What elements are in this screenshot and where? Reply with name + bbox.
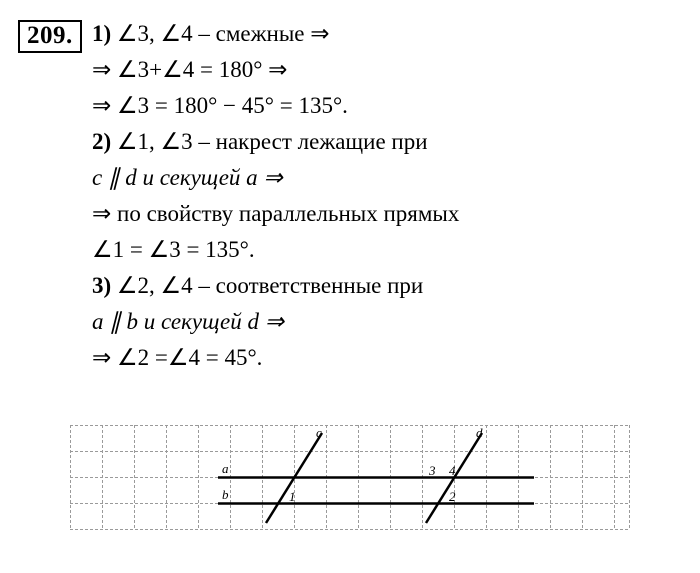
solution-line-text: ⇒ ∠2 =∠4 = 45°. (92, 345, 263, 370)
solution-line (92, 52, 682, 88)
solution-line-text: ⇒ по свойству параллельных прямых (92, 201, 460, 226)
solution-line (92, 16, 682, 52)
solution-line-text: ⇒ ∠3+∠4 = 180° ⇒ (92, 57, 288, 82)
solution-line-text: ∠1 = ∠3 = 135°. (92, 237, 255, 262)
label-angle-3: 3 (429, 463, 436, 478)
solution-line-text: ⇒ ∠3 = 180° − 45° = 135°. (92, 93, 348, 118)
step-marker: 1) (92, 21, 112, 46)
solution-line (92, 160, 682, 196)
label-line-a: a (222, 461, 229, 476)
label-angle-2: 2 (449, 489, 456, 504)
solution-line-text: ∠1, ∠3 – накрест лежащие при (111, 129, 428, 154)
solution-line-text: ∠3, ∠4 – смежные ⇒ (111, 21, 330, 46)
solution-line-text: ∠2, ∠4 – соответственные при (111, 273, 424, 298)
label-line-d: d (476, 425, 483, 440)
label-line-c: c (316, 425, 322, 440)
solution-line (92, 304, 682, 340)
solution-line-text: c ∥ d и секущей a ⇒ (92, 165, 283, 190)
problem-number: 209. (18, 20, 82, 53)
label-angle-1: 1 (289, 489, 296, 504)
solution-line (92, 124, 682, 160)
geometry-figure (70, 425, 630, 530)
solution-line (92, 196, 682, 232)
label-angle-4: 4 (449, 463, 456, 478)
solution-line-text: a ∥ b и секущей d ⇒ (92, 309, 284, 334)
label-line-b: b (222, 487, 229, 502)
solution-line (92, 88, 682, 124)
solution-line (92, 232, 682, 268)
step-marker: 3) (92, 273, 112, 298)
solution-line (92, 340, 682, 376)
solution-line (92, 268, 682, 304)
step-marker: 2) (92, 129, 112, 154)
solution-text (92, 16, 682, 376)
